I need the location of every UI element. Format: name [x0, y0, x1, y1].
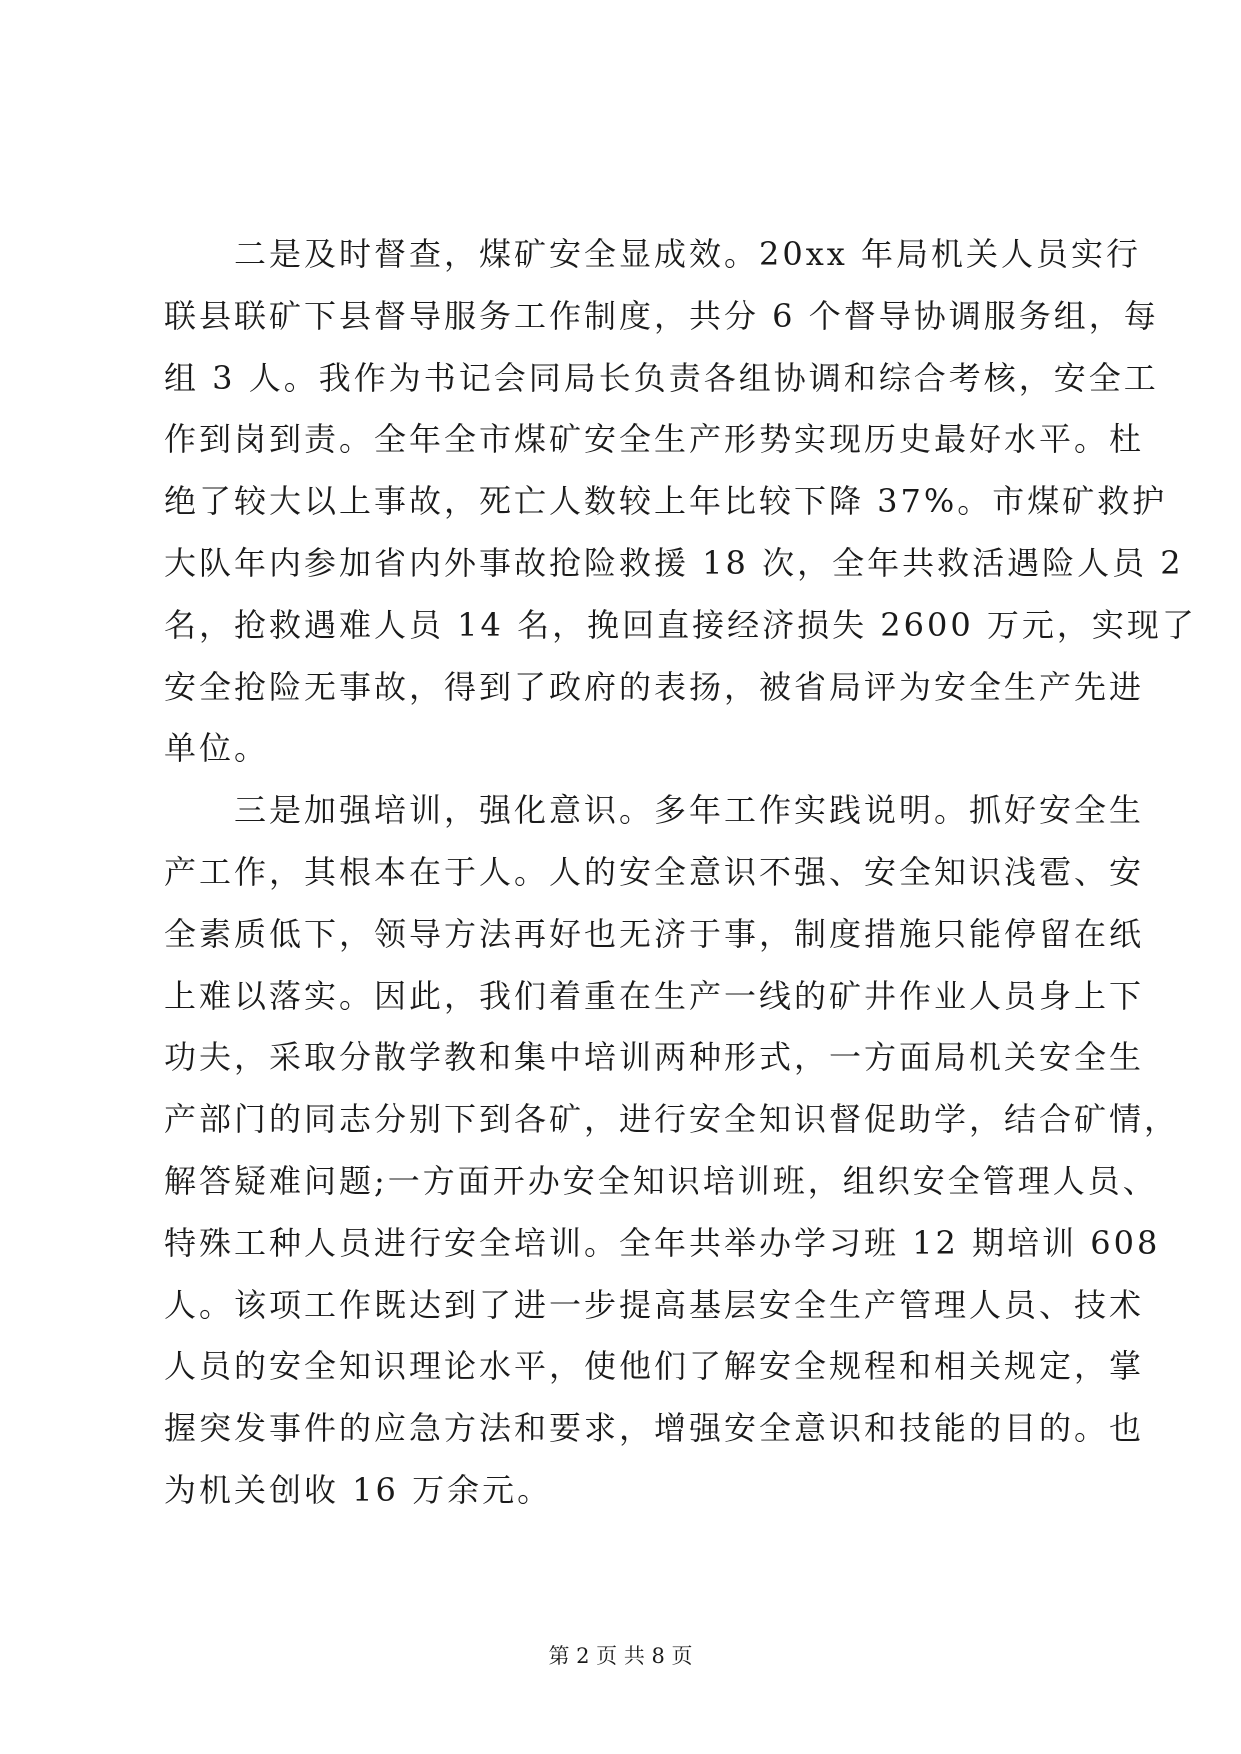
paragraph-line: 人员的安全知识理论水平，使他们了解安全规程和相关规定，掌 [164, 1347, 1145, 1386]
paragraph-line: 上难以落实。因此，我们着重在生产一线的矿井作业人员身上下 [164, 976, 1145, 1015]
paragraph-line: 作到岗到责。全年全市煤矿安全生产形势实现历史最好水平。杜 [164, 420, 1145, 459]
paragraph-line: 解答疑难问题;一方面开办安全知识培训班，组织安全管理人员、 [164, 1161, 1158, 1200]
paragraph-line: 单位。 [164, 729, 270, 768]
paragraph-line: 产工作，其根本在于人。人的安全意识不强、安全知识浅雹、安 [164, 852, 1145, 891]
paragraph-line: 人。该项工作既达到了进一步提高基层安全生产管理人员、技术 [164, 1285, 1145, 1324]
paragraph-line: 握突发事件的应急方法和要求，增强安全意识和技能的目的。也 [164, 1409, 1145, 1448]
paragraph-line: 为机关创收 16 万余元。 [164, 1470, 553, 1509]
paragraph-line: 全素质低下，领导方法再好也无济于事，制度措施只能停留在纸 [164, 914, 1145, 953]
paragraph-line: 特殊工种人员进行安全培训。全年共举办学习班 12 期培训 608 [164, 1223, 1161, 1262]
paragraph-line: 组 3 人。我作为书记会同局长负责各组协调和综合考核，安全工 [164, 358, 1159, 397]
paragraph-line: 三是加强培训，强化意识。多年工作实践说明。抓好安全生 [234, 791, 1145, 830]
paragraph-line: 产部门的同志分别下到各矿，进行安全知识督促助学，结合矿情， [164, 1100, 1180, 1139]
page-number-footer: 第 2 页 共 8 页 [548, 1644, 693, 1668]
paragraph-line: 联县联矿下县督导服务工作制度，共分 6 个督导协调服务组，每 [164, 296, 1159, 335]
paragraph-line: 二是及时督查，煤矿安全显成效。20xx 年局机关人员实行 [234, 235, 1141, 273]
paragraph-line: 功夫，采取分散学教和集中培训两种形式，一方面局机关安全生 [164, 1038, 1145, 1077]
paragraph-line: 安全抢险无事故，得到了政府的表扬，被省局评为安全生产先进 [164, 667, 1145, 706]
paragraph-line: 名，抢救遇难人员 14 名，挽回直接经济损失 2600 万元，实现了 [164, 605, 1197, 644]
document-body [164, 224, 1197, 1522]
paragraph-line: 大队年内参加省内外事故抢险救援 18 次，全年共救活遇险人员 2 [164, 543, 1184, 582]
paragraph-line: 绝了较大以上事故，死亡人数较上年比较下降 37%。市煤矿救护 [164, 482, 1168, 521]
